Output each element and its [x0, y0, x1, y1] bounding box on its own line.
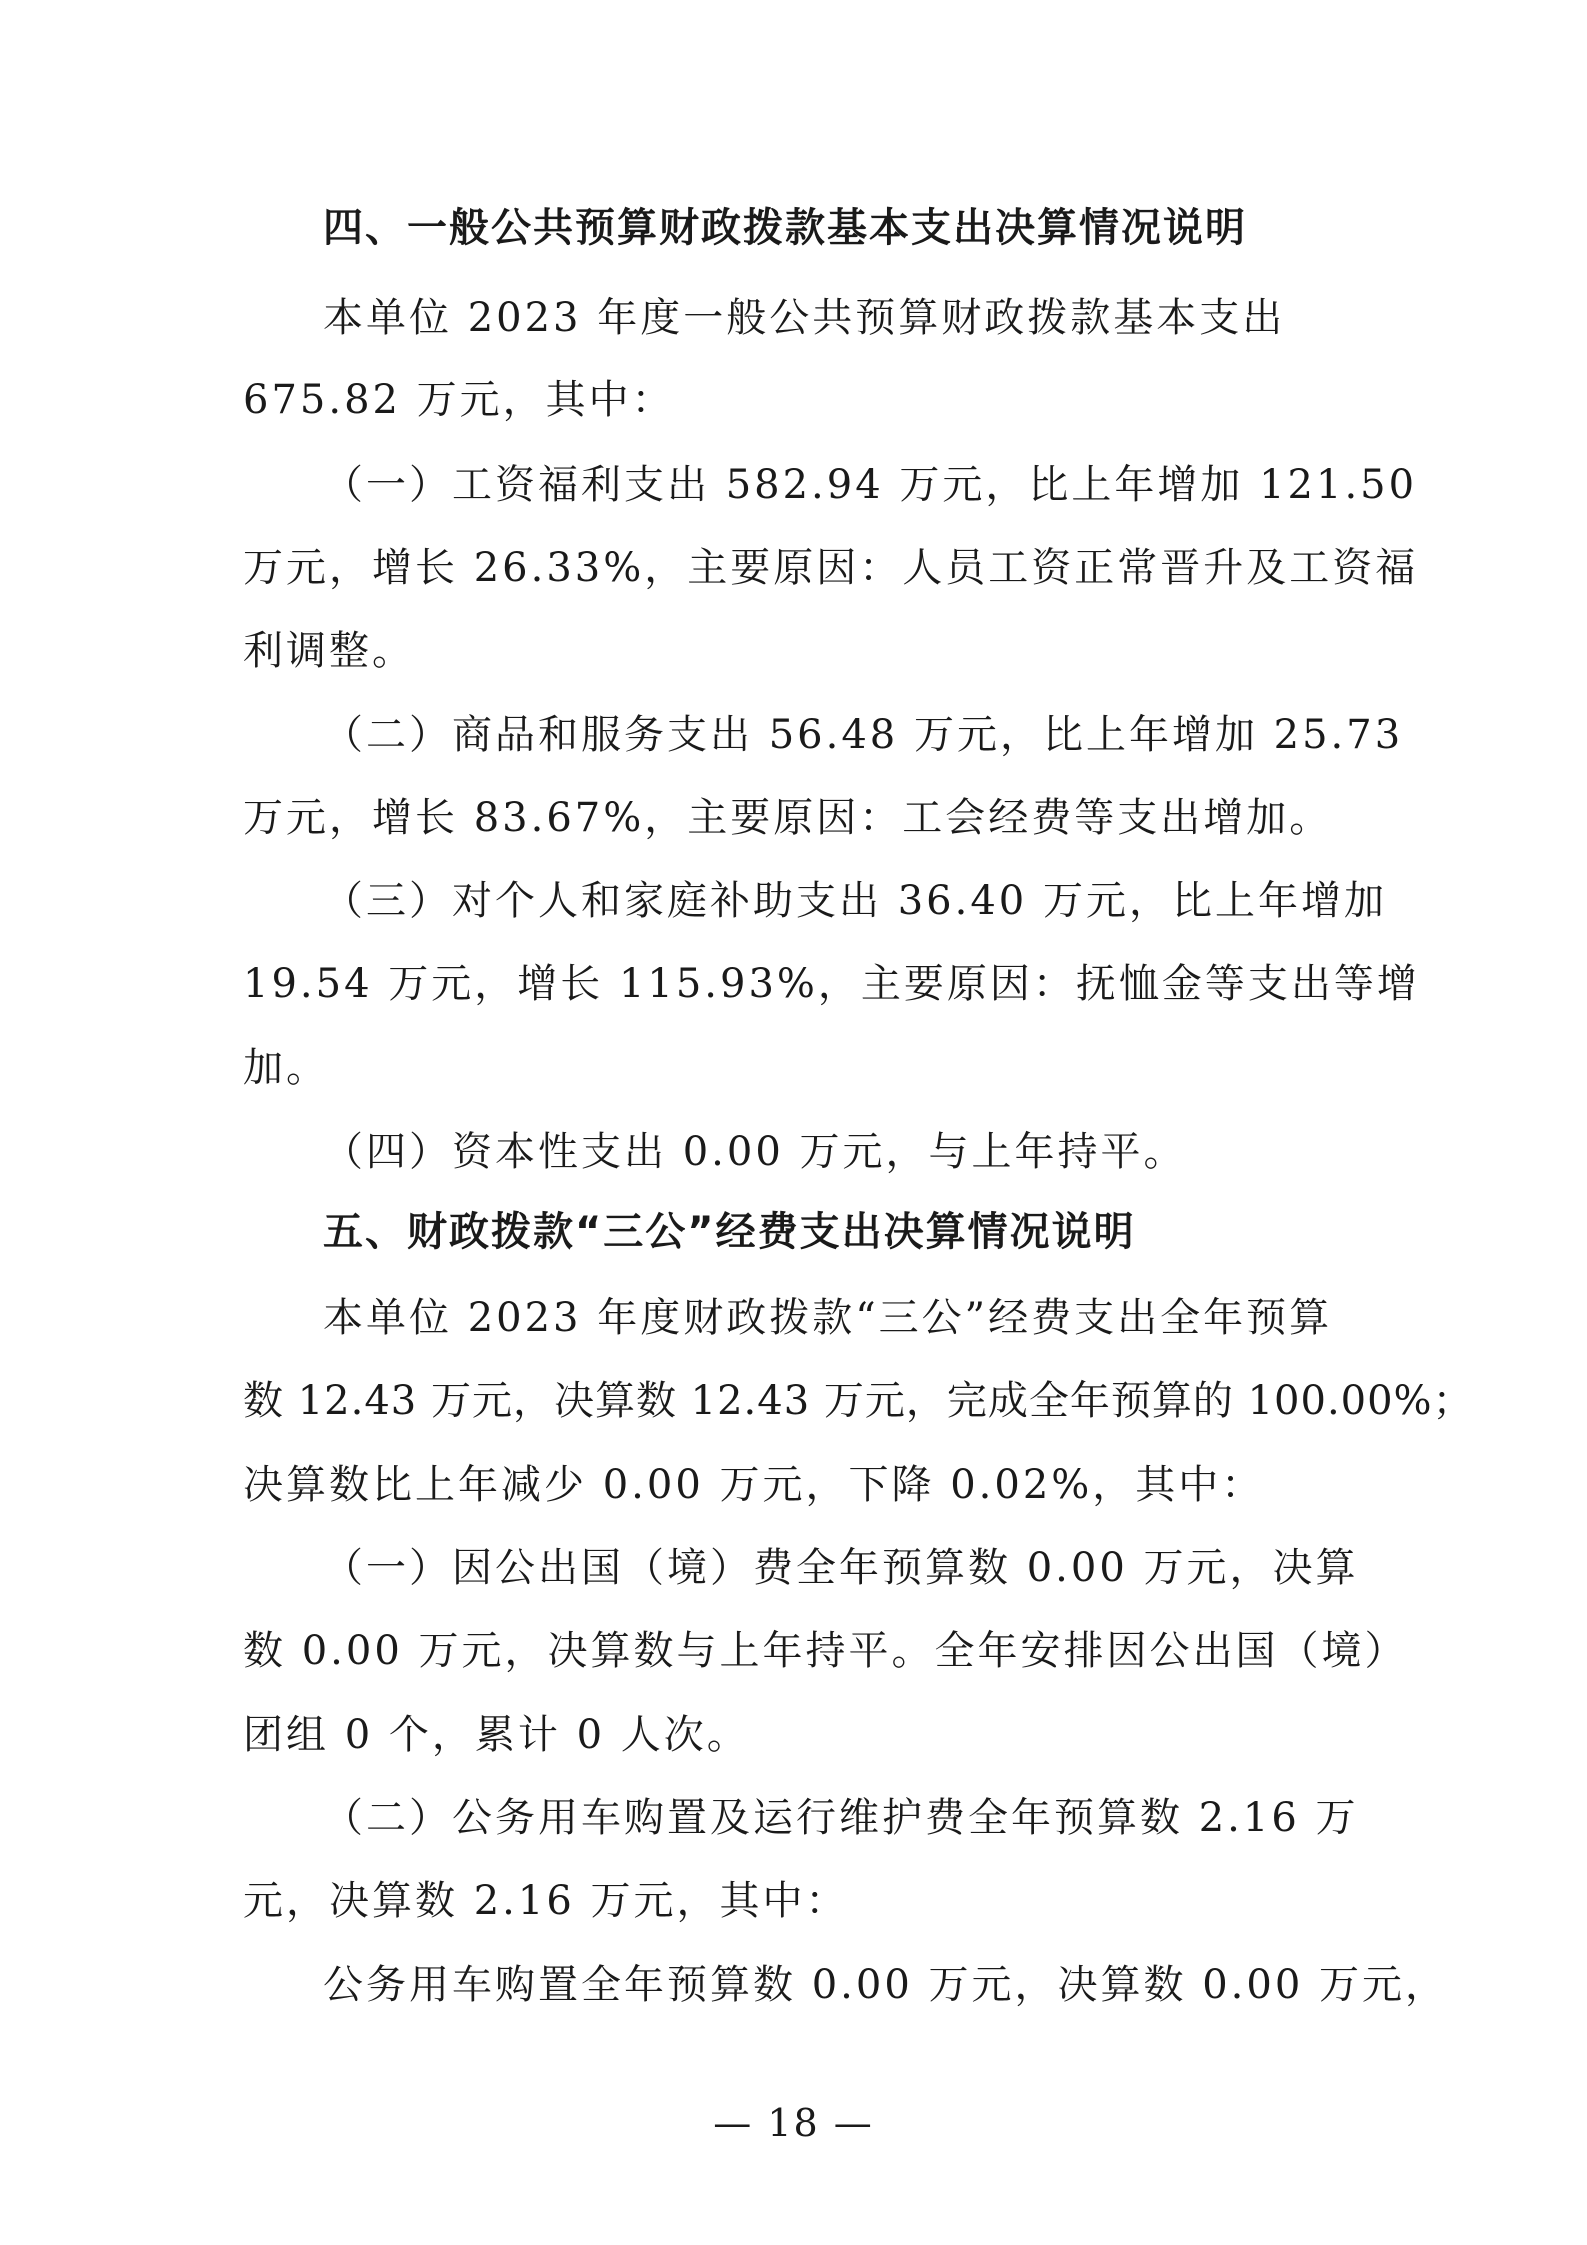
paragraph-line: 数 0.00 万元，决算数与上年持平。全年安排因公出国（境） [243, 1628, 1408, 1674]
paragraph-line: 决算数比上年减少 0.00 万元，下降 0.02%，其中： [243, 1462, 1265, 1508]
paragraph-line: 本单位 2023 年度财政拨款“三公”经费支出全年预算 [323, 1295, 1333, 1341]
paragraph-line: （一）工资福利支出 582.94 万元，比上年增加 121.50 [323, 462, 1418, 508]
paragraph-line: 万元，增长 83.67%，主要原因：工会经费等支出增加。 [243, 795, 1333, 841]
paragraph-line: （二）公务用车购置及运行维护费全年预算数 2.16 万 [323, 1795, 1359, 1841]
paragraph-line: （一）因公出国（境）费全年预算数 0.00 万元，决算 [323, 1545, 1359, 1591]
paragraph-line: 本单位 2023 年度一般公共预算财政拨款基本支出 [323, 295, 1286, 341]
paragraph-line: （二）商品和服务支出 56.48 万元，比上年增加 25.73 [323, 712, 1404, 758]
paragraph-line: 公务用车购置全年预算数 0.00 万元，决算数 0.00 万元， [323, 1962, 1448, 2008]
paragraph-line: （四）资本性支出 0.00 万元，与上年持平。 [323, 1129, 1187, 1175]
paragraph-line: 万元，增长 26.33%，主要原因：人员工资正常晋升及工资福 [243, 545, 1419, 591]
paragraph-line: 数 12.43 万元，决算数 12.43 万元，完成全年预算的 100.00%； [243, 1378, 1474, 1424]
paragraph-line: （三）对个人和家庭补助支出 36.40 万元，比上年增加 [323, 878, 1387, 924]
paragraph-line: 加。 [243, 1045, 329, 1091]
paragraph-line: 19.54 万元，增长 115.93%，主要原因：抚恤金等支出等增 [243, 961, 1420, 1007]
paragraph-line: 团组 0 个，累计 0 人次。 [243, 1712, 750, 1758]
paragraph-line: 675.82 万元，其中： [243, 377, 675, 423]
page-number: — 18 — [713, 2101, 874, 2145]
paragraph-line: 元，决算数 2.16 万元，其中： [243, 1878, 849, 1924]
section-heading-4: 四、一般公共预算财政拨款基本支出决算情况说明 [323, 205, 1247, 251]
section-heading-5: 五、财政拨款“三公”经费支出决算情况说明 [323, 1209, 1136, 1255]
paragraph-line: 利调整。 [243, 628, 415, 674]
